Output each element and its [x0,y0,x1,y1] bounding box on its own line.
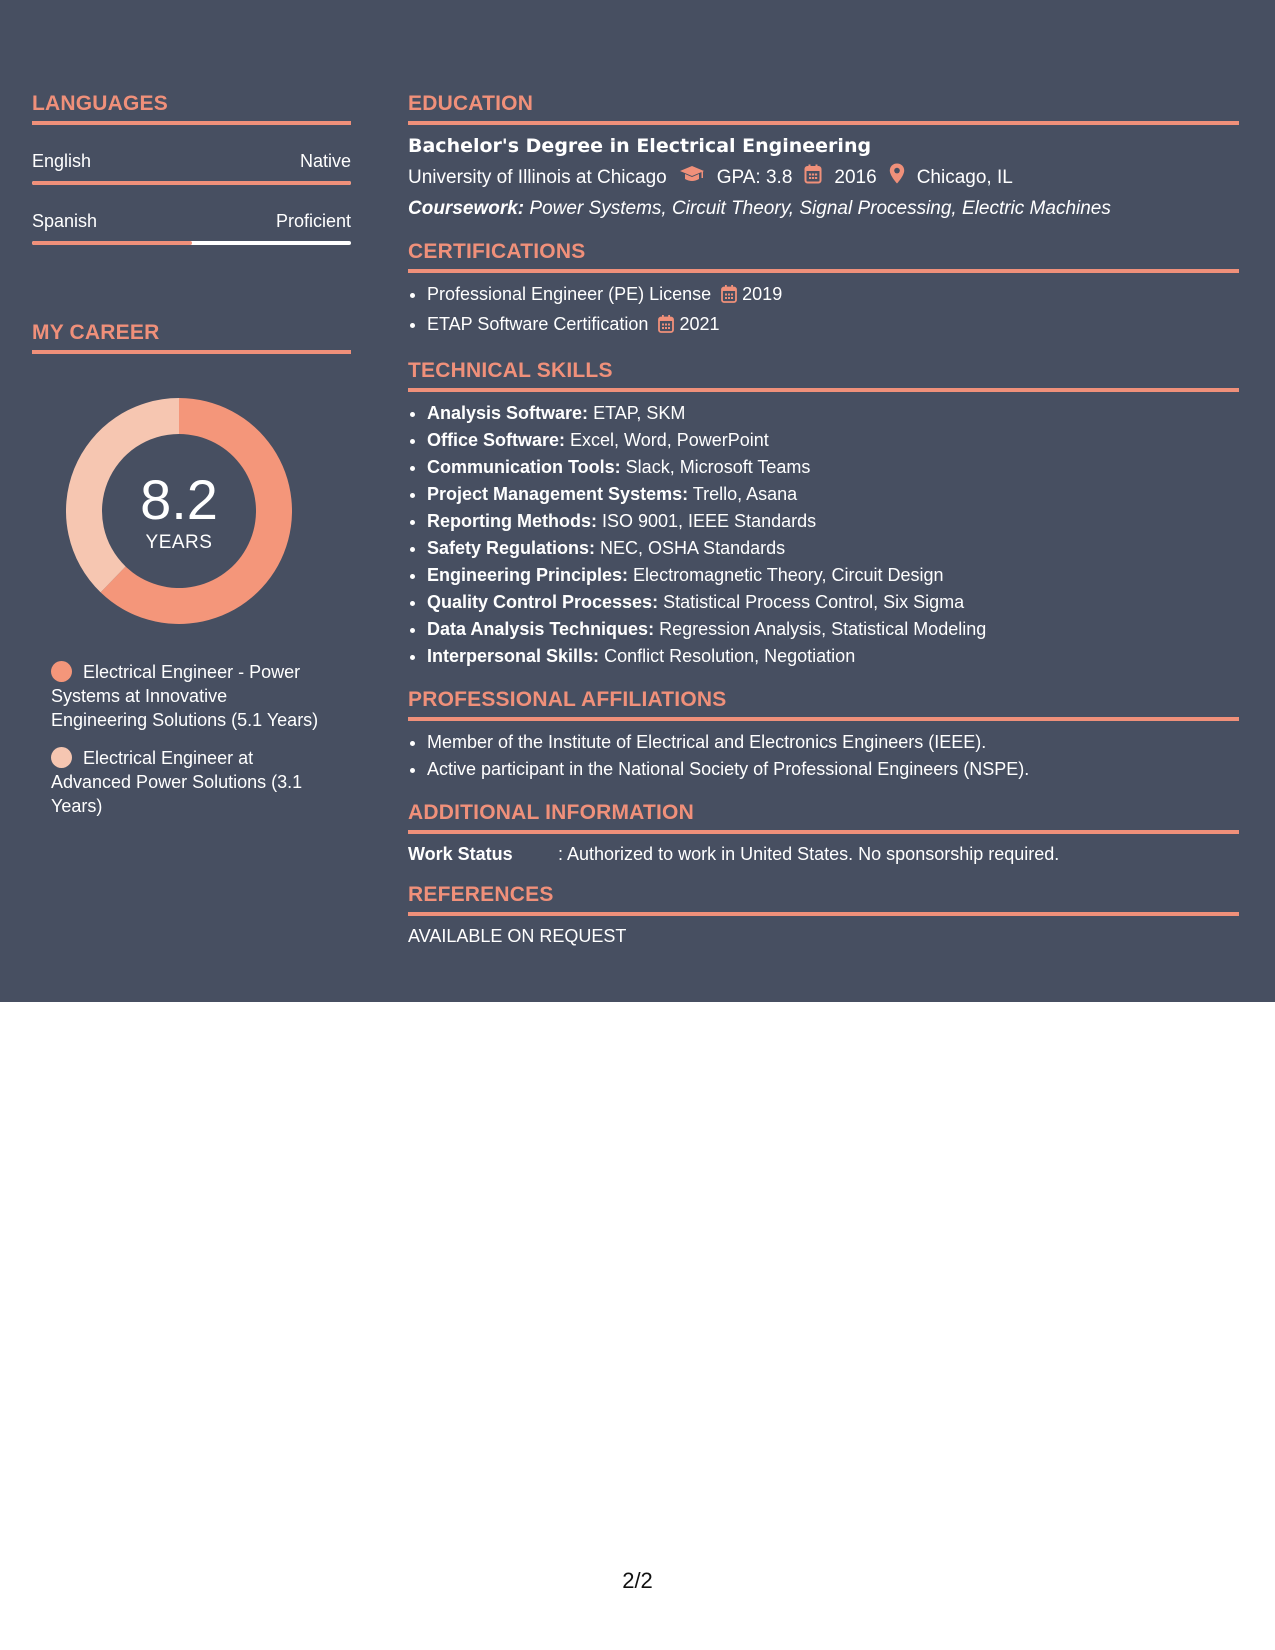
right-column [408,92,1239,947]
language-english [32,151,351,171]
language-bar-spanish [32,241,351,245]
legend-dot-icon [51,747,72,768]
school-location: Chicago, IL [916,166,1013,188]
affiliations-list [408,729,1239,783]
skill-category: Interpersonal Skills: [427,646,600,666]
coursework-label: Coursework: [408,198,525,219]
skill-values: Statistical Process Control, Six Sigma [658,592,965,612]
left-column [32,92,351,832]
list-item [427,454,1239,481]
certification-year: 2019 [742,284,783,304]
language-level: Proficient [275,211,351,231]
languages-heading: LANGUAGES [32,92,351,125]
list-item [427,643,1239,670]
education-details [408,163,1239,192]
career-legend-item [51,660,321,732]
list-item [427,508,1239,535]
page-number: 2/2 [622,1568,653,1593]
map-pin-icon [889,163,905,192]
calendar-icon [721,284,737,311]
language-bar-english [32,181,351,185]
certifications-heading: CERTIFICATIONS [408,240,1239,273]
list-item: • Member of the Institute of Electrical and Electronics Engineers (IEEE). [427,729,1239,756]
work-status-label: Work Status [408,844,513,864]
coursework-list: Power Systems, Circuit Theory, Signal Processing, Electric Machines [524,198,1111,219]
affiliations-section [408,688,1239,783]
skill-category: Project Management Systems: [427,484,689,504]
list-item [427,311,1239,341]
work-status-value: : Authorized to work in United States. No sponsorship required. [558,844,1060,864]
skill-values: Conflict Resolution, Negotiation [599,646,856,666]
skill-category: Communication Tools: [427,457,621,477]
career-section [32,321,351,818]
career-role-label: Electrical Engineer - Power Systems at Innovative Engineering Solutions (5.1 Years) [51,662,319,730]
degree-title: Bachelor's Degree in Electrical Engineering [408,135,872,157]
skill-category: Office Software: [427,430,566,450]
skill-values: Excel, Word, PowerPoint [565,430,769,450]
language-spanish [32,211,351,231]
references-heading: REFERENCES [408,883,1239,916]
skill-values: Slack, Microsoft Teams [620,457,811,477]
list-item [427,535,1239,562]
language-name: Spanish [32,211,98,231]
language-name: English [32,151,92,171]
skills-section [408,359,1239,670]
skill-values: ETAP, SKM [588,403,686,423]
language-level: Native [299,151,351,171]
career-role-label: Electrical Engineer at Advanced Power Solutions (3.1 Years) [51,748,303,816]
legend-dot-icon [51,661,72,682]
graduation-cap-icon [679,165,705,191]
skill-values: Regression Analysis, Statistical Modeling [654,619,987,639]
list-item [427,481,1239,508]
career-heading: MY CAREER [32,321,351,354]
calendar-icon [658,314,674,341]
skill-category: Data Analysis Techniques: [427,619,655,639]
skill-category: Safety Regulations: [427,538,596,558]
references-section [408,883,1239,947]
language-bar-fill [32,181,351,185]
skill-category: Engineering Principles: [427,565,629,585]
skill-values: NEC, OSHA Standards [595,538,786,558]
education-heading: EDUCATION [408,92,1239,125]
affiliations-heading: PROFESSIONAL AFFILIATIONS [408,688,1239,721]
list-item [427,562,1239,589]
certification-name: ETAP Software Certification [427,314,649,334]
career-legend-item [51,746,321,818]
school-name: University of Illinois at Chicago [408,166,667,188]
skills-heading: TECHNICAL SKILLS [408,359,1239,392]
references-text: AVAILABLE ON REQUEST [408,926,627,946]
additional-heading: ADDITIONAL INFORMATION [408,801,1239,834]
gpa: GPA: 3.8 [716,166,793,188]
certification-name: Professional Engineer (PE) License [427,284,712,304]
career-legend [51,660,321,818]
certifications-section [408,240,1239,341]
coursework [408,196,1239,222]
career-years-label: YEARS [145,532,213,553]
certifications-list [408,281,1239,341]
additional-section [408,801,1239,865]
work-status [408,844,1239,865]
list-item: • Active participant in the National Society of Professional Engineers (NSPE). [427,756,1239,783]
skills-list [408,400,1239,670]
skill-category: Quality Control Processes: [427,592,659,612]
graduation-year: 2016 [834,166,877,188]
certification-year: 2021 [679,314,720,334]
skill-category: Reporting Methods: [427,511,597,531]
language-bar-fill [32,241,192,245]
list-item [427,589,1239,616]
career-donut [66,398,292,624]
calendar-icon [804,164,822,192]
list-item [427,616,1239,643]
list-item [427,427,1239,454]
skill-values: ISO 9001, IEEE Standards [596,511,817,531]
list-item [427,281,1239,311]
skill-category: Analysis Software: [427,403,589,423]
career-total-years: 8.2 [140,468,218,531]
skill-values: Trello, Asana [688,484,798,504]
list-item [427,400,1239,427]
skill-values: Electromagnetic Theory, Circuit Design [628,565,944,585]
